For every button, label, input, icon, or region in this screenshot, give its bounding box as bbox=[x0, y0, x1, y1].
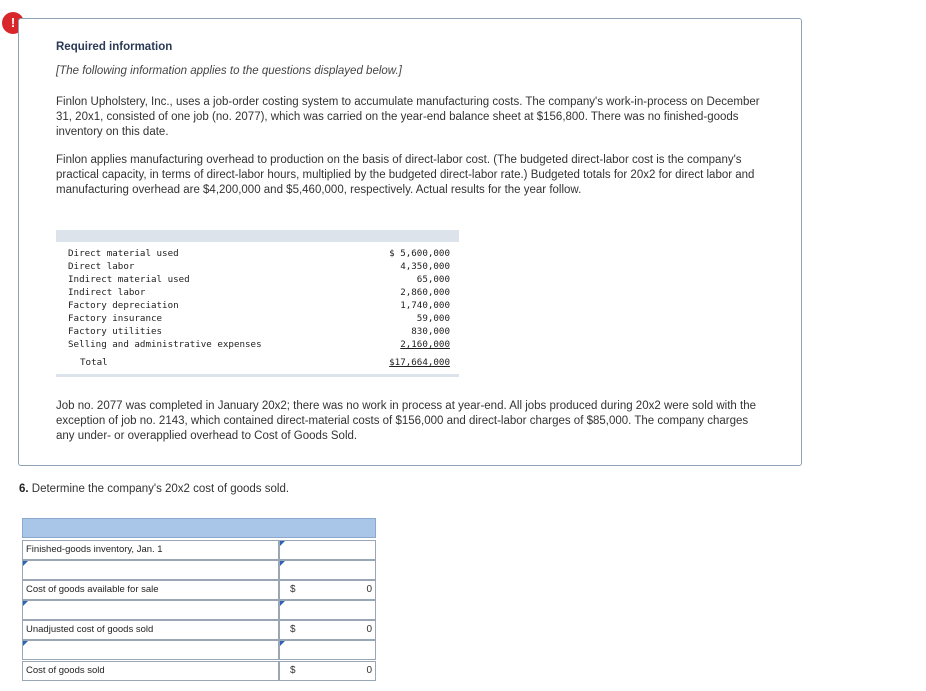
answer-value: 0 bbox=[366, 665, 372, 676]
input-marker-icon bbox=[280, 561, 285, 566]
table-row bbox=[56, 248, 459, 261]
row-label: Indirect material used bbox=[68, 274, 190, 285]
row-label: Direct labor bbox=[68, 261, 135, 272]
answer-table-header bbox=[22, 518, 376, 538]
answer-row bbox=[22, 540, 376, 560]
table-header-bar bbox=[56, 230, 459, 242]
row-value: 830,000 bbox=[411, 326, 450, 337]
answer-input[interactable] bbox=[279, 540, 376, 560]
row-value: 59,000 bbox=[416, 313, 450, 324]
answer-label: Cost of goods available for sale bbox=[22, 580, 279, 600]
info-subtitle: [The following information applies to the questions displayed below.] bbox=[56, 65, 402, 77]
answer-row bbox=[22, 640, 376, 660]
answer-label: Finished-goods inventory, Jan. 1 bbox=[22, 540, 279, 560]
row-label: Selling and administrative expenses bbox=[68, 339, 262, 350]
table-row bbox=[56, 313, 459, 326]
total-label: Total bbox=[80, 357, 108, 368]
input-marker-icon bbox=[23, 641, 28, 646]
table-row bbox=[56, 287, 459, 300]
answer-value-cell bbox=[279, 580, 376, 600]
row-value: 1,740,000 bbox=[400, 300, 450, 311]
answer-label-input[interactable] bbox=[22, 600, 279, 620]
row-value: 2,860,000 bbox=[400, 287, 450, 298]
total-value: $17,664,000 bbox=[389, 357, 450, 368]
row-label: Factory utilities bbox=[68, 326, 163, 337]
answer-row bbox=[22, 661, 376, 681]
answer-label: Cost of goods sold bbox=[22, 661, 279, 681]
answer-value-cell bbox=[279, 620, 376, 640]
total-row bbox=[56, 357, 459, 370]
table-row bbox=[56, 300, 459, 313]
answer-input[interactable] bbox=[279, 560, 376, 580]
input-marker-icon bbox=[23, 561, 28, 566]
table-row bbox=[56, 274, 459, 287]
row-value: 4,350,000 bbox=[400, 261, 450, 272]
row-value: 2,160,000 bbox=[400, 339, 450, 350]
table-row bbox=[56, 339, 459, 352]
answer-row bbox=[22, 580, 376, 600]
answer-row bbox=[22, 600, 376, 620]
answer-label-input[interactable] bbox=[22, 560, 279, 580]
table-footer-bar bbox=[56, 374, 459, 377]
input-marker-icon bbox=[280, 641, 285, 646]
row-value: 65,000 bbox=[416, 274, 450, 285]
answer-row bbox=[22, 560, 376, 580]
answer-value: 0 bbox=[366, 584, 372, 595]
answer-label-input[interactable] bbox=[22, 640, 279, 660]
input-marker-icon bbox=[280, 541, 285, 546]
answer-input[interactable] bbox=[279, 640, 376, 660]
dollar-sign: $ bbox=[290, 584, 296, 595]
row-label: Indirect labor bbox=[68, 287, 146, 298]
info-paragraph-1: Finlon Upholstery, Inc., uses a job-order costing system to accumulate manufacturing costs. The company's work-in-process on December 31, 20x1, consisted of one job (no. 2077), which was carried on the year-end balance sheet at $156,800. There was no finished-goods inventory on this date. bbox=[56, 96, 760, 138]
row-label: Factory depreciation bbox=[68, 300, 179, 311]
table-row bbox=[56, 326, 459, 339]
info-paragraph-3: Job no. 2077 was completed in January 20x2; there was no work in process at year-end. All jobs produced during 20x2 were sold with the exception of job no. 2143, which contained direct-material costs of $156,000 and direct-labor charges of $85,000. The company charges any under- or overapplied overhead to Cost of Goods Sold. bbox=[56, 400, 756, 442]
answer-input[interactable] bbox=[279, 600, 376, 620]
answer-label: Unadjusted cost of goods sold bbox=[22, 620, 279, 640]
answer-row bbox=[22, 620, 376, 640]
input-marker-icon bbox=[23, 601, 28, 606]
required-information-panel bbox=[18, 18, 802, 466]
answer-value: 0 bbox=[366, 624, 372, 635]
answer-value-cell bbox=[279, 661, 376, 681]
dollar-sign: $ bbox=[290, 665, 296, 676]
row-label: Factory insurance bbox=[68, 313, 163, 324]
dollar-sign: $ bbox=[290, 624, 296, 635]
table-row bbox=[56, 261, 459, 274]
info-title: Required information bbox=[56, 41, 173, 53]
info-paragraph-2: Finlon applies manufacturing overhead to production on the basis of direct-labor cost. (The budgeted direct-labor cost is the company's practical capacity, in terms of direct-labor hours, multiplied by the budgeted direct-labor rate.) Budgeted totals for 20x2 for direct labor and manufacturing overhead are $4,200,000 and $5,460,000, respectively. Actual results for the year follow. bbox=[56, 154, 755, 196]
actual-results-table bbox=[56, 230, 459, 377]
question-text: Determine the company's 20x2 cost of goods sold. bbox=[28, 483, 290, 495]
row-label: Direct material used bbox=[68, 248, 179, 259]
question-number: 6. bbox=[19, 483, 29, 495]
alert-icon: ! bbox=[2, 12, 24, 34]
input-marker-icon bbox=[280, 601, 285, 606]
question-prompt bbox=[19, 483, 289, 495]
row-value: $ 5,600,000 bbox=[389, 248, 450, 259]
